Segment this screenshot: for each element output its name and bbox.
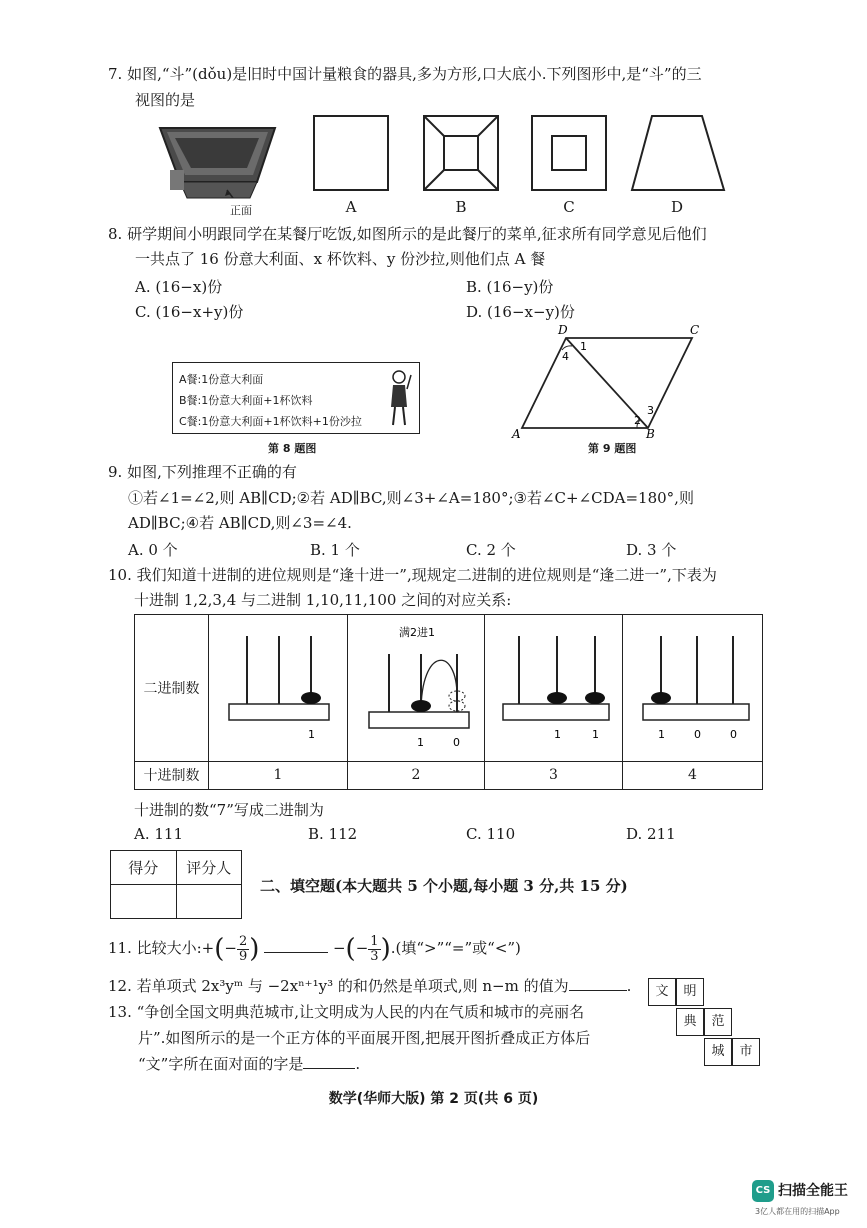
- q8-option-a: A. (16−x)份: [135, 278, 223, 296]
- q7-option-a-label: A: [345, 198, 357, 216]
- net-face-wen: 文: [648, 978, 676, 1006]
- q11-frac2-den: 3: [370, 948, 379, 964]
- q7-line1: 7. 如图,“斗”(dǒu)是旧时中国计量粮食的器具,多为方形,口大底小.下列图形中,是“斗”的三: [108, 65, 702, 83]
- abacus-2-digit-0: 1: [417, 735, 424, 749]
- abacus-3-digit-0: 1: [553, 727, 561, 741]
- q12-answer-blank[interactable]: [569, 976, 627, 991]
- score-blank: [111, 885, 177, 919]
- q11-suffix: .(填“>”“=”或“<”): [390, 939, 521, 957]
- grader-header: 评分人: [176, 851, 242, 885]
- abacus-4: [627, 616, 759, 756]
- q8-option-b: B. (16−y)份: [466, 278, 554, 296]
- score-table: [110, 850, 242, 919]
- angle-3: 3: [647, 404, 654, 417]
- q7-line2: 视图的是: [135, 91, 196, 109]
- q7-option-a-figure: [312, 114, 392, 194]
- net-face-dian: 典: [676, 1008, 704, 1036]
- vertex-b: B: [646, 427, 655, 440]
- vertex-a: A: [512, 427, 521, 440]
- q11-frac1-num: 2: [238, 933, 248, 949]
- q12: 12. 若单项式 2x³yᵐ 与 −2xⁿ⁺¹y³ 的和仍然是单项式,则 n−m 的值为 .: [108, 977, 632, 995]
- angle-1: 1: [580, 340, 587, 353]
- decimal-cell-2: 2: [348, 761, 485, 789]
- abacus-2: [351, 616, 481, 756]
- q13-line2: 片”.如图所示的是一个正方体的平面展开图,把展开图折叠成正方体后: [138, 1029, 591, 1047]
- q13-line1: 13. “争创全国文明典范城市,让文明成为人民的内在气质和城市的亮丽名: [108, 1003, 585, 1021]
- decimal-cell-1: 1: [209, 761, 348, 789]
- q13-line3-text: “文”字所在面对面的字是: [138, 1055, 304, 1073]
- angle-4: 4: [562, 350, 569, 363]
- net-face-shi: 市: [732, 1038, 760, 1066]
- net-face-ming: 明: [676, 978, 704, 1006]
- q9-figure: [510, 320, 710, 440]
- q11-prefix: 11. 比较大小:+: [108, 939, 215, 957]
- q10-option-c: C. 110: [466, 825, 516, 843]
- q11-frac2: [368, 935, 380, 964]
- binary-table: [134, 614, 763, 790]
- abacus-1: [213, 616, 343, 756]
- q10-line1: 10. 我们知道十进制的进位规则是“逢十进一”,现规定二进制的进位规则是“逢二进一”,下表为: [108, 566, 717, 584]
- angle-2: 2: [634, 414, 641, 427]
- menu-item-b: B餐:1份意大利面+1杯饮料: [179, 394, 313, 407]
- decimal-cell-4: 4: [623, 761, 763, 789]
- q8-option-c: C. (16−x+y)份: [135, 303, 244, 321]
- menu-item-c: C餐:1份意大利面+1杯饮料+1份沙拉: [179, 415, 362, 428]
- row-header-decimal: 十进制数: [135, 761, 209, 789]
- carry-label: 满2进1: [399, 625, 435, 639]
- abacus-cell-4: [623, 615, 763, 762]
- q11-answer-blank[interactable]: [264, 938, 328, 953]
- q9-caption: 第 9 题图: [588, 442, 637, 455]
- q11-frac1-den: 9: [238, 948, 248, 964]
- q7-option-b-label: B: [455, 198, 467, 216]
- q8-option-d: D. (16−x−y)份: [466, 303, 575, 321]
- score-header: 得分: [111, 851, 177, 885]
- vertex-c: C: [690, 323, 700, 337]
- q11-frac2-num: 1: [370, 933, 379, 949]
- net-face-fan: 范: [704, 1008, 732, 1036]
- q11: 11. 比较大小:+(− $\frac{2}{9}$ ) −(− $\frac{1}{3}$ ).(填“>”“=”或“<”): [108, 933, 521, 964]
- section-2-title: 二、填空题(本大题共 5 个小题,每小题 3 分,共 15 分): [260, 877, 628, 895]
- menu-item-a: A餐:1份意大利面: [179, 373, 264, 386]
- camscanner-logo: CS: [752, 1180, 774, 1202]
- q10-option-b: B. 112: [308, 825, 358, 843]
- q8-line1: 8. 研学期间小明跟同学在某餐厅吃饭,如图所示的是此餐厅的菜单,征求所有同学意见后他们: [108, 225, 707, 243]
- q13-line3: “文”字所在面对面的字是 .: [138, 1055, 361, 1073]
- abacus-cell-3: [485, 615, 623, 762]
- dou-photo: [155, 120, 295, 218]
- q7-option-b-figure: [422, 114, 502, 194]
- q8-menu-figure: [172, 362, 420, 434]
- q10-line2: 十进制 1,2,3,4 与二进制 1,10,11,100 之间的对应关系:: [134, 591, 512, 609]
- abacus-4-digit-1: 0: [693, 727, 701, 741]
- abacus-4-digit-2: 0: [729, 727, 737, 741]
- q9-option-a: A. 0 个: [128, 541, 178, 559]
- q10-option-a: A. 111: [134, 825, 183, 843]
- front-label: 正面: [230, 204, 252, 217]
- q9-option-c: C. 2 个: [466, 541, 516, 559]
- q9-line1: 9. 如图,下列推理不正确的有: [108, 463, 297, 481]
- q12-text: 12. 若单项式 2x³yᵐ 与 −2xⁿ⁺¹y³ 的和仍然是单项式,则 n−m 的值为: [108, 977, 569, 995]
- q7-option-c-figure: [530, 114, 610, 194]
- camscanner-tagline: 3亿人都在用的扫描App: [755, 1207, 840, 1216]
- abacus-3-digit-1: 1: [591, 727, 599, 741]
- abacus-3: [489, 616, 619, 756]
- q9-line3: AD∥BC;④若 AB∥CD,则∠3=∠4.: [128, 514, 352, 532]
- q9-option-b: B. 1 个: [310, 541, 360, 559]
- waiter-icon: [387, 367, 413, 429]
- row-header-binary: 二进制数: [135, 615, 209, 762]
- q11-frac1: [237, 935, 249, 964]
- q10-question: 十进制的数“7”写成二进制为: [134, 801, 324, 819]
- vertex-d: D: [558, 323, 568, 337]
- q9-option-d: D. 3 个: [626, 541, 677, 559]
- net-face-cheng: 城: [704, 1038, 732, 1066]
- abacus-cell-2: [348, 615, 485, 762]
- abacus-4-digit-0: 1: [657, 727, 665, 741]
- q7-option-c-label: C: [563, 198, 575, 216]
- q8-caption: 第 8 题图: [268, 442, 317, 455]
- q10-option-d: D. 211: [626, 825, 676, 843]
- camscanner-name: 扫描全能王: [778, 1183, 848, 1199]
- q13-answer-blank[interactable]: [303, 1054, 355, 1069]
- q8-line2: 一共点了 16 份意大利面、x 杯饮料、y 份沙拉,则他们点 A 餐: [135, 250, 546, 268]
- abacus-2-digit-1: 0: [453, 735, 460, 749]
- decimal-cell-3: 3: [485, 761, 623, 789]
- page-footer: 数学(华师大版) 第 2 页(共 6 页): [328, 1091, 539, 1107]
- abacus-cell-1: [209, 615, 348, 762]
- q7-option-d-label: D: [670, 198, 684, 216]
- abacus-1-digit-0: 1: [308, 727, 315, 741]
- q9-line2: ①若∠1=∠2,则 AB∥CD;②若 AD∥BC,则∠3+∠A=180°;③若∠C+∠CDA=180°,则: [128, 489, 694, 507]
- q7-option-d-figure: [628, 114, 728, 194]
- grader-blank: [176, 885, 242, 919]
